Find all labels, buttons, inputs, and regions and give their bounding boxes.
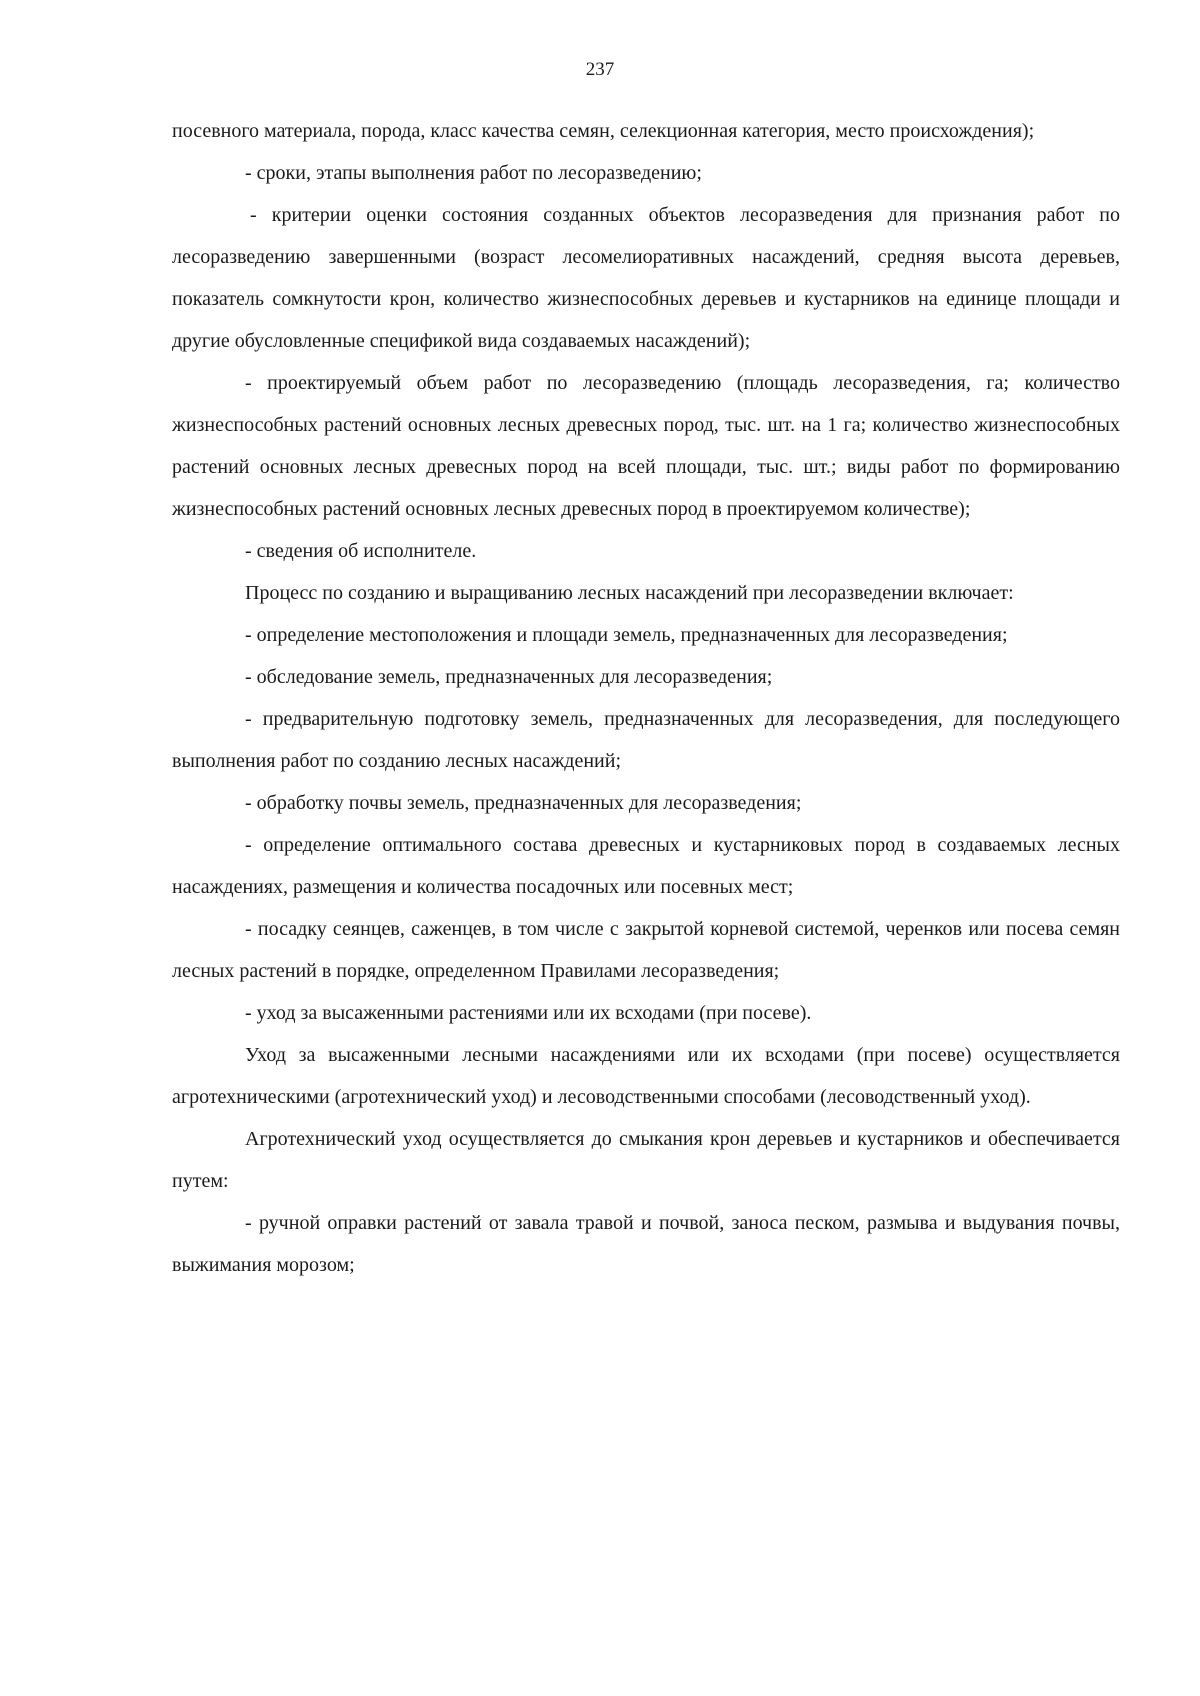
list-item: - критерии оценки состояния созданных объектов лесоразведения для признания работ по лесоразведению завершенными (возраст лесомелиоративных насаждений, средняя высота деревьев, показатель сомкнутости крон, количество жизнеспособных деревьев и кустарников на единице площади и другие обусловленные спецификой вида создаваемых насаждений); [172, 204, 1120, 352]
body-text [172, 110, 1120, 1286]
list-item: - проектируемый объем работ по лесоразведению (площадь лесоразведения, га; количество жизнеспособных растений основных лесных древесных пород, тыс. шт. на 1 га; количество жизнеспособных растений основных лесных древесных пород на всей площади, тыс. шт.; виды работ по формированию жизнеспособных растений основных лесных древесных пород в проектируемом количестве); [172, 372, 1120, 520]
list-item: - определение оптимального состава древесных и кустарниковых пород в создаваемых лесных насаждениях, размещения и количества посадочных или посевных мест; [172, 834, 1120, 898]
list-item: - сроки, этапы выполнения работ по лесоразведению; [245, 162, 702, 184]
list-item: - посадку сеянцев, саженцев, в том числе с закрытой корневой системой, черенков или посева семян лесных растений в порядке, определенном Правилами лесоразведения; [172, 918, 1120, 982]
list-item: - сведения об исполнителе. [245, 540, 477, 562]
paragraph: Уход за высаженными лесными насаждениями или их всходами (при посеве) осуществляется агротехническими (агротехнический уход) и лесоводственными способами (лесоводственный уход). [172, 1044, 1120, 1108]
paragraph: посевного материала, порода, класс качества семян, селекционная категория, место происхождения); [172, 120, 1035, 142]
paragraph: Процесс по созданию и выращиванию лесных насаждений при лесоразведении включает: [245, 582, 1014, 604]
page-number: 237 [585, 59, 615, 80]
list-item: - уход за высаженными растениями или их всходами (при посеве). [245, 1002, 812, 1024]
list-item: - обработку почвы земель, предназначенных для лесоразведения; [245, 792, 802, 814]
list-item: - предварительную подготовку земель, предназначенных для лесоразведения, для последующего выполнения работ по созданию лесных насаждений; [172, 708, 1120, 772]
paragraph: Агротехнический уход осуществляется до смыкания крон деревьев и кустарников и обеспечивается путем: [172, 1128, 1120, 1192]
list-item: - ручной оправки растений от завала травой и почвой, заноса песком, размыва и выдувания почвы, выжимания морозом; [172, 1212, 1120, 1276]
list-item: - определение местоположения и площади земель, предназначенных для лесоразведения; [245, 624, 1008, 646]
list-item: - обследование земель, предназначенных для лесоразведения; [245, 666, 773, 688]
